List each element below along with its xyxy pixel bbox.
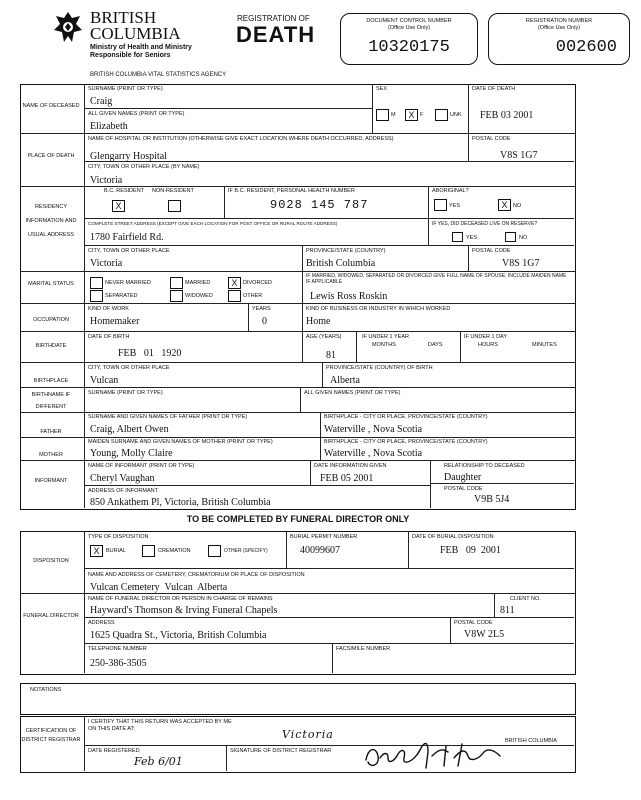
- days-label: DAYS: [428, 342, 443, 348]
- fd-postal-label: POSTAL CODE: [454, 620, 493, 626]
- res-province-label: PROVINCE/STATE (COUNTRY): [306, 248, 386, 254]
- other-marital-checkbox[interactable]: [228, 290, 241, 302]
- widowed-label: WIDOWED: [185, 293, 213, 299]
- fd-address-label: ADDRESS: [88, 620, 115, 626]
- fd-name-value: Hayward's Thomson & Irving Funeral Chapels: [90, 605, 278, 616]
- phn-label: IF B.C. RESIDENT, PERSONAL HEALTH NUMBER: [228, 188, 355, 194]
- row-label-residency: RESIDENCY INFORMATION AND USUAL ADDRESS: [25, 204, 77, 238]
- other-disposition-checkbox[interactable]: [208, 545, 221, 557]
- funeral-heading: TO BE COMPLETED BY FUNERAL DIRECTOR ONLY: [186, 514, 410, 524]
- burial-date-value: FEB 09 2001: [440, 545, 501, 556]
- aboriginal-label: ABORIGINAL?: [432, 188, 469, 194]
- street-label: COMPLETE STREET ADDRESS (EXCEPT GIVE EACH LOCATION FOR POST OFFICE OR RURAL ROUTE ADDRESS): [88, 221, 338, 226]
- cemetery-value: Vulcan Cemetery Vulcan Alberta: [90, 582, 228, 593]
- reserve-no-checkbox[interactable]: [505, 232, 516, 242]
- row-label-mother: MOTHER: [39, 452, 63, 458]
- sex-f-checkbox[interactable]: X: [405, 109, 418, 121]
- mother-value: Young, Molly Claire: [90, 448, 173, 459]
- aboriginal-yes-label: YES: [449, 203, 461, 209]
- work-label: KIND OF WORK: [88, 306, 129, 312]
- cremation-label: CREMATION: [158, 548, 191, 554]
- business-label: KIND OF BUSINESS OR INDUSTRY IN WHICH WORKED: [306, 306, 451, 312]
- years-label: YEARS: [252, 306, 271, 312]
- aboriginal-no-label: NO: [513, 203, 522, 209]
- res-postal-label: POSTAL CODE: [472, 248, 511, 254]
- spouse-value: Lewis Ross Roskin: [310, 291, 388, 302]
- spouse-label: IF MARRIED, WIDOWED, SEPARATED OR DIVORCED GIVE FULL NAME OF SPOUSE; INCLUDE MAIDEN NAME IF APPLICABLE: [306, 273, 567, 285]
- row-label-marital: MARITAL STATUS: [28, 281, 74, 287]
- doc-control-number: 10320175: [368, 38, 450, 57]
- widowed-checkbox[interactable]: [170, 290, 183, 302]
- father-bp-value: Waterville , Nova Scotia: [324, 424, 423, 435]
- bname-surname-label: SURNAME (PRINT OR TYPE): [88, 390, 163, 396]
- row-label-birthplace: BIRTHPLACE: [33, 378, 69, 384]
- age-value: 81: [326, 350, 336, 361]
- certify-bc: BRITISH COLUMBIA: [505, 738, 557, 744]
- informant-name-label: NAME OF INFORMANT (PRINT OR TYPE): [88, 463, 195, 469]
- sex-m-label: M: [391, 112, 396, 118]
- certify-text: I CERTIFY THAT THIS RETURN WAS ACCEPTED BY ME ON THIS DATE AT:: [88, 719, 232, 732]
- pod-postal-value: V8S 1G7: [500, 150, 538, 161]
- aboriginal-yes-checkbox[interactable]: [434, 199, 447, 211]
- divorced-label: DIVORCED: [243, 280, 273, 286]
- given-names-value: Elizabeth: [90, 121, 128, 132]
- father-bp-label: BIRTHPLACE - CITY OR PLACE, PROVINCE/STATE (COUNTRY): [324, 414, 488, 420]
- row-label-informant: INFORMANT: [34, 478, 68, 484]
- bp-prov-value: Alberta: [330, 375, 360, 386]
- sex-label: SEX: [376, 86, 388, 92]
- province-line2: COLUMBIA: [90, 24, 181, 43]
- client-value: 811: [500, 605, 515, 616]
- signature-label: SIGNATURE OF DISTRICT REGISTRAR: [230, 748, 332, 754]
- informant-date-label: DATE INFORMATION GIVEN: [314, 463, 387, 469]
- row-label-occupation: OCCUPATION: [33, 317, 69, 323]
- under1d-label: IF UNDER 1 DAY: [464, 334, 507, 340]
- bp-city-value: Vulcan: [90, 375, 119, 386]
- bp-city-label: CITY, TOWN OR OTHER PLACE: [88, 365, 170, 371]
- doc-control-sub: (Office Use Only): [387, 25, 431, 31]
- mother-label: MAIDEN SURNAME AND GIVEN NAMES OF MOTHER (PRINT OR TYPE): [88, 439, 273, 445]
- notations-label: NOTATIONS: [30, 687, 62, 693]
- phone-label: TELEPHONE NUMBER: [88, 646, 147, 652]
- relationship-label: RELATIONSHIP TO DECEASED: [444, 463, 525, 469]
- sex-unk-checkbox[interactable]: [435, 109, 448, 121]
- form-title: DEATH: [236, 22, 316, 47]
- permit-label: BURIAL PERMIT NUMBER: [290, 534, 358, 540]
- notations-box: [20, 683, 576, 715]
- doc-control-box: [340, 13, 478, 65]
- separated-checkbox[interactable]: [90, 290, 103, 302]
- age-label: AGE (YEARS): [306, 334, 342, 340]
- doc-control-label: DOCUMENT CONTROL NUMBER: [366, 18, 452, 24]
- other-disposition-label: OTHER (SPECIFY): [224, 548, 268, 554]
- row-label-birthdate: BIRTHDATE: [35, 343, 67, 349]
- months-label: MONTHS: [372, 342, 396, 348]
- res-province-value: British Columbia: [306, 258, 376, 269]
- client-label: CLIENT NO.: [510, 596, 541, 602]
- surname-label: SURNAME (PRINT OR TYPE): [88, 86, 163, 92]
- row-label-father: FATHER: [40, 429, 62, 435]
- street-value: 1780 Fairfield Rd.: [90, 232, 164, 243]
- mother-bp-value: Waterville , Nova Scotia: [324, 448, 423, 459]
- phn-value: 9028 145 787: [270, 198, 369, 212]
- phone-value: 250-386-3505: [90, 658, 147, 669]
- date-registered-label: DATE REGISTERED: [88, 748, 140, 754]
- bname-given-label: ALL GIVEN NAMES (PRINT OR TYPE): [304, 390, 401, 396]
- surname-value: Craig: [90, 96, 113, 107]
- hours-label: HOURS: [478, 342, 498, 348]
- row-label-place: PLACE OF DEATH: [27, 153, 75, 159]
- informant-address-value: 850 Ankathem Pl, Victoria, British Columbia: [90, 497, 271, 508]
- reserve-no-label: NO: [519, 235, 528, 241]
- mother-bp-label: BIRTHPLACE - CITY OR PLACE, PROVINCE/STATE (COUNTRY): [324, 439, 488, 445]
- given-names-label: ALL GIVEN NAMES (PRINT OR TYPE): [88, 111, 185, 117]
- married-label: MARRIED: [185, 280, 211, 286]
- relationship-value: Daughter: [444, 472, 482, 483]
- sex-f-label: F: [420, 112, 424, 118]
- informant-address-label: ADDRESS OF INFORMANT: [88, 488, 158, 494]
- reg-number-box: [488, 13, 630, 65]
- bc-resident-label: B.C. RESIDENT: [104, 188, 145, 194]
- under1y-label: IF UNDER 1 YEAR: [362, 334, 409, 340]
- dob-label: DATE OF BIRTH: [88, 334, 130, 340]
- sex-m-checkbox[interactable]: [376, 109, 389, 121]
- dod-label: DATE OF DEATH: [472, 86, 516, 92]
- reserve-yes-label: YES: [466, 235, 478, 241]
- informant-postal-label: POSTAL CODE: [444, 486, 483, 492]
- bc-resident-checkbox[interactable]: X: [112, 200, 125, 212]
- date-registered-value: Feb 6/01: [134, 755, 183, 768]
- work-value: Homemaker: [90, 316, 140, 327]
- agency-text: BRITISH COLUMBIA VITAL STATISTICS AGENCY: [90, 72, 227, 78]
- dob-value: FEB 01 1920: [118, 348, 182, 359]
- hospital-value: Glengarry Hospital: [90, 151, 167, 162]
- res-city-value: Victoria: [90, 258, 123, 269]
- certify-place: Victoria: [282, 728, 334, 741]
- cemetery-label: NAME AND ADDRESS OF CEMETERY, CREMATORIUM OR PLACE OF DISPOSITION: [88, 572, 305, 578]
- row-label-deceased: NAME OF DECEASED: [22, 103, 80, 109]
- fd-postal-value: V8W 2L5: [464, 629, 505, 640]
- aboriginal-no-checkbox[interactable]: X: [498, 199, 511, 211]
- separated-label: SEPARATED: [105, 293, 138, 299]
- ministry-text: Ministry of Health and Ministry Responsible for Seniors: [90, 44, 192, 59]
- bc-crest-logo: [52, 10, 84, 44]
- reg-number: 002600: [555, 38, 617, 57]
- pod-city-label: CITY, TOWN OR OTHER PLACE (BY NAME): [88, 164, 200, 170]
- bp-prov-label: PROVINCE/STATE (COUNTRY) OF BIRTH: [326, 365, 433, 371]
- pod-postal-label: POSTAL CODE: [472, 136, 511, 142]
- informant-postal-value: V9B 5J4: [474, 494, 510, 505]
- permit-value: 40099607: [300, 545, 340, 556]
- reg-number-sub: (Office Use Only): [537, 25, 581, 31]
- registrar-signature: [362, 738, 512, 772]
- married-checkbox[interactable]: [170, 277, 183, 289]
- province-name: [90, 10, 181, 42]
- reg-number-label: REGISTRATION NUMBER: [525, 18, 593, 24]
- burial-label: BURIAL: [106, 548, 126, 554]
- disposition-type-label: TYPE OF DISPOSITION: [88, 534, 149, 540]
- hospital-label: NAME OF HOSPITAL OR INSTITUTION (OTHERWISE GIVE EXACT LOCATION WHERE DEATH OCCURRED, ADDRESS): [88, 136, 394, 142]
- sex-unk-label: UNK: [450, 112, 462, 118]
- pod-city-value: Victoria: [90, 175, 123, 186]
- reserve-label: IF YES, DID DECEASED LIVE ON RESERVE?: [432, 221, 538, 227]
- reserve-yes-checkbox[interactable]: [452, 232, 463, 242]
- fax-label: FACSIMILE NUMBER: [336, 646, 391, 652]
- non-resident-checkbox[interactable]: [168, 200, 181, 212]
- dod-value: FEB 03 2001: [480, 110, 534, 121]
- res-city-label: CITY, TOWN OR OTHER PLACE: [88, 248, 170, 254]
- divorced-checkbox[interactable]: X: [228, 277, 241, 289]
- burial-date-label: DATE OF BURIAL DISPOSITION: [412, 534, 494, 540]
- minutes-label: MINUTES: [532, 342, 557, 348]
- never-married-label: NEVER MARRIED: [105, 280, 151, 286]
- fd-name-label: NAME OF FUNERAL DIRECTOR OR PERSON IN CHARGE OF REMAINS: [88, 596, 273, 602]
- row-label-certification: CERTIFICATION OF DISTRICT REGISTRAR: [21, 728, 81, 743]
- province-line1: BRITISH: [90, 8, 157, 27]
- non-resident-label: NON-RESIDENT: [152, 188, 194, 194]
- row-label-birthname: BIRTHNAME IF DIFFERENT: [31, 392, 71, 410]
- cremation-checkbox[interactable]: [142, 545, 155, 557]
- row-label-funeral-director: FUNERAL DIRECTOR: [23, 613, 79, 619]
- business-value: Home: [306, 316, 331, 327]
- father-value: Craig, Albert Owen: [90, 424, 169, 435]
- fd-address-value: 1625 Quadra St., Victoria, British Columbia: [90, 630, 267, 641]
- main-form-box: [20, 84, 576, 510]
- res-postal-value: V8S 1G7: [502, 258, 540, 269]
- informant-date-value: FEB 05 2001: [320, 473, 374, 484]
- years-value: 0: [262, 316, 267, 327]
- never-married-checkbox[interactable]: [90, 277, 103, 289]
- row-label-disposition: DISPOSITION: [33, 558, 69, 564]
- burial-checkbox[interactable]: X: [90, 545, 103, 557]
- other-marital-label: OTHER: [243, 293, 263, 299]
- form-title-top: REGISTRATION OF: [237, 14, 310, 23]
- informant-name-value: Cheryl Vaughan: [90, 473, 155, 484]
- father-label: SURNAME AND GIVEN NAMES OF FATHER (PRINT OR TYPE): [88, 414, 248, 420]
